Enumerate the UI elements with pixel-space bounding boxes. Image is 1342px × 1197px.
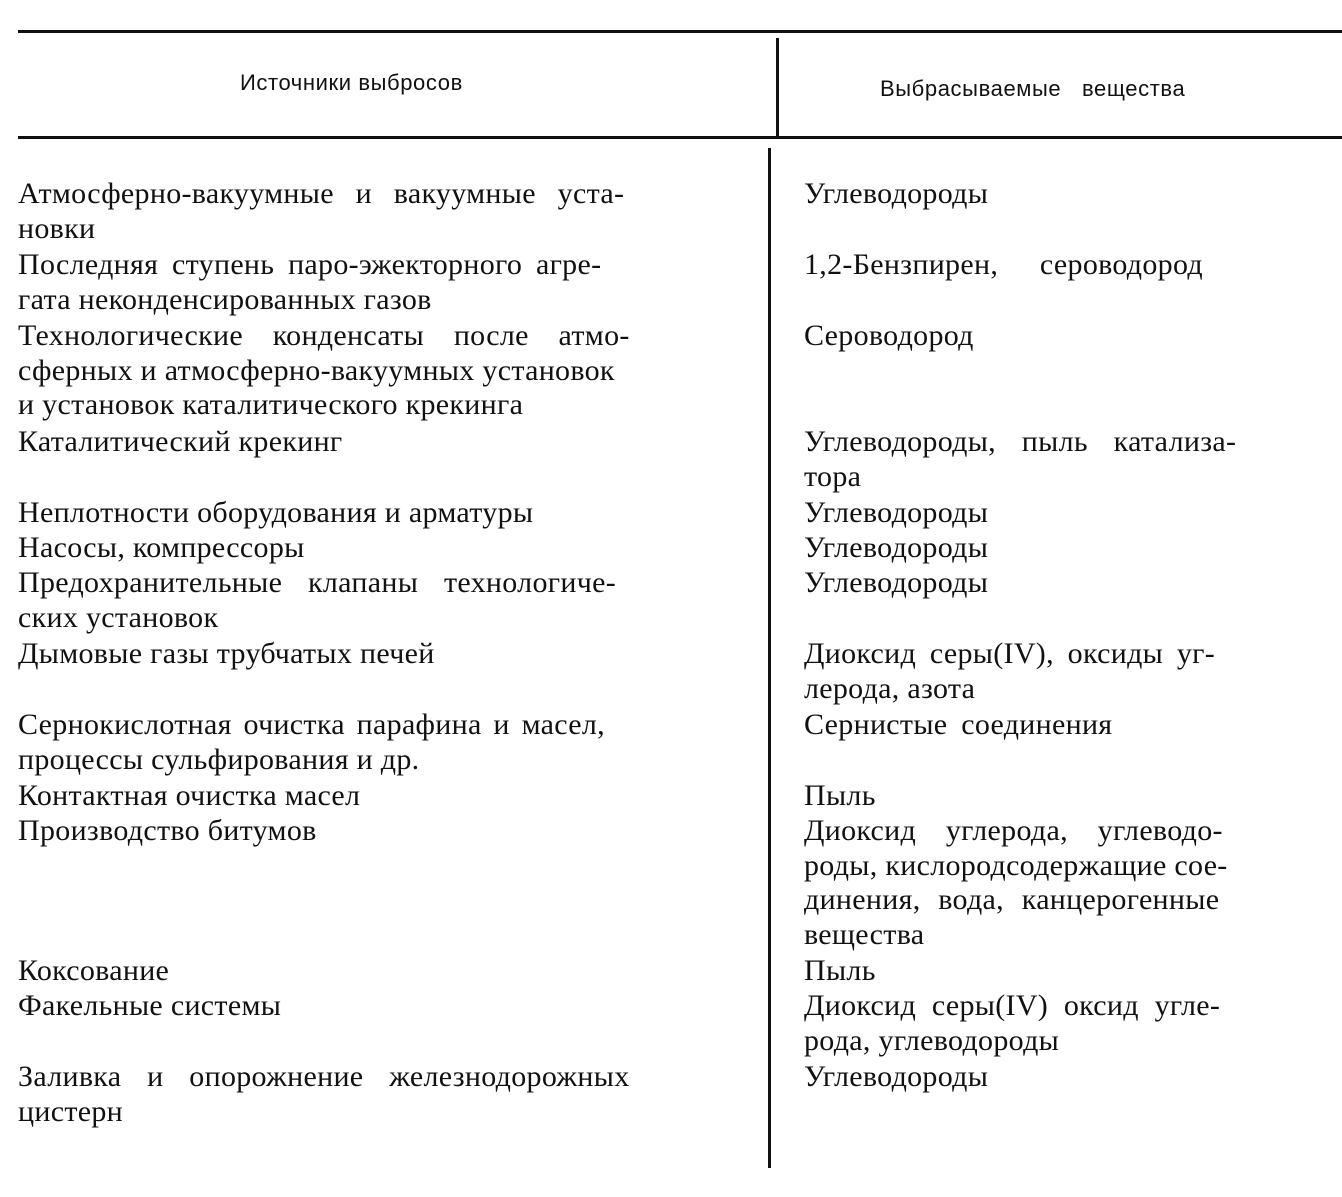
substance-line: Пыль bbox=[804, 779, 876, 812]
table-row-source bbox=[18, 954, 758, 989]
table-row-substance bbox=[804, 814, 1342, 952]
substance-line: рода, углеводороды bbox=[804, 1023, 1060, 1057]
table-row-source bbox=[18, 989, 758, 1024]
table-row-substance bbox=[804, 637, 1342, 706]
table-row-source bbox=[18, 496, 758, 531]
header-column-divider bbox=[776, 38, 779, 136]
source-line: Факельные системы bbox=[18, 989, 282, 1022]
source-line: ских установок bbox=[18, 600, 219, 634]
source-line: новки bbox=[18, 211, 96, 245]
substance-line: Сернистые соединения bbox=[804, 708, 1113, 741]
substance-line: Углеводороды bbox=[804, 531, 989, 564]
source-line: Насосы, компрессоры bbox=[18, 531, 305, 564]
body-column-divider bbox=[768, 148, 771, 1168]
source-line: Неплотности оборудования и арматуры bbox=[18, 496, 534, 529]
header-bottom-rule bbox=[18, 136, 1342, 139]
substance-line: Пыль bbox=[804, 954, 876, 987]
source-line: Коксование bbox=[18, 954, 170, 987]
table-row-substance bbox=[804, 248, 1342, 283]
source-line: сферных и атмосферно-вакуумных установок bbox=[18, 353, 615, 387]
table-row-source bbox=[18, 319, 758, 423]
table-row-source bbox=[18, 708, 758, 777]
table-row-substance bbox=[804, 531, 1342, 566]
source-line: Предохранительные клапаны технологиче- bbox=[18, 566, 616, 599]
table-row-substance bbox=[804, 779, 1342, 814]
source-line: Заливка и опорожнение железнодорожных bbox=[18, 1060, 630, 1093]
table-row-substance bbox=[804, 989, 1342, 1058]
substance-line: тора bbox=[804, 459, 862, 493]
source-line: Дымовые газы трубчатых печей bbox=[18, 637, 435, 670]
table-row-substance bbox=[804, 708, 1342, 743]
table-row-source bbox=[18, 779, 758, 814]
source-line: Сернокислотная очистка парафина и масел, bbox=[18, 708, 605, 741]
source-line: процессы сульфирования и др. bbox=[18, 742, 420, 776]
substance-line: роды, кислородсодержащие сое- bbox=[804, 848, 1228, 882]
substance-line: Диоксид углерода, углеводо- bbox=[804, 814, 1223, 847]
table-row-source bbox=[18, 1060, 758, 1129]
substance-line: лерода, азота bbox=[804, 671, 976, 705]
substance-line: Углеводороды bbox=[804, 496, 989, 529]
table-row-substance bbox=[804, 496, 1342, 531]
table-row-substance bbox=[804, 319, 1342, 354]
table-row-substance bbox=[804, 954, 1342, 989]
substance-line: динения, вода, канцерогенные bbox=[804, 883, 1220, 916]
table-row-substance bbox=[804, 566, 1342, 601]
header-substances: Выбрасываемые вещества bbox=[880, 76, 1186, 101]
source-line: Технологические конденсаты после атмо- bbox=[18, 319, 630, 352]
table-row-source bbox=[18, 637, 758, 672]
substance-line: Углеводороды bbox=[804, 566, 989, 599]
table-row-source bbox=[18, 177, 758, 246]
substance-line: Углеводороды bbox=[804, 177, 989, 210]
source-line: Каталитический крекинг bbox=[18, 425, 343, 458]
table-top-rule bbox=[18, 30, 1342, 33]
source-line: Атмосферно-вакуумные и вакуумные уста- bbox=[18, 177, 625, 210]
source-line: цистерн bbox=[18, 1094, 124, 1128]
source-line: Последняя ступень паро-эжекторного агре- bbox=[18, 248, 602, 281]
substance-line: Углеводороды, пыль катализа- bbox=[804, 425, 1237, 458]
substance-line: вещества bbox=[804, 917, 925, 951]
substance-line: Диоксид серы(IV) оксид угле- bbox=[804, 989, 1221, 1022]
substance-line: Диоксид серы(IV), оксиды уг- bbox=[804, 637, 1216, 670]
substance-line: Углеводороды bbox=[804, 1060, 989, 1093]
source-line: и установок каталитического крекинга bbox=[18, 388, 524, 421]
substance-line: Сероводород bbox=[804, 319, 974, 352]
table-row-substance bbox=[804, 177, 1342, 212]
table-row-substance bbox=[804, 1060, 1342, 1095]
table-row-source bbox=[18, 531, 758, 566]
table-row-source bbox=[18, 425, 758, 460]
table-row-source bbox=[18, 814, 758, 849]
table-row-source bbox=[18, 566, 758, 635]
table-row-source bbox=[18, 248, 758, 317]
source-line: Производство битумов bbox=[18, 814, 317, 847]
source-line: гата неконденсированных газов bbox=[18, 282, 432, 316]
substance-line: 1,2-Бензпирен, сероводород bbox=[804, 248, 1203, 281]
source-line: Контактная очистка масел bbox=[18, 779, 361, 812]
table-row-substance bbox=[804, 425, 1342, 494]
header-sources: Источники выбросов bbox=[240, 70, 463, 95]
